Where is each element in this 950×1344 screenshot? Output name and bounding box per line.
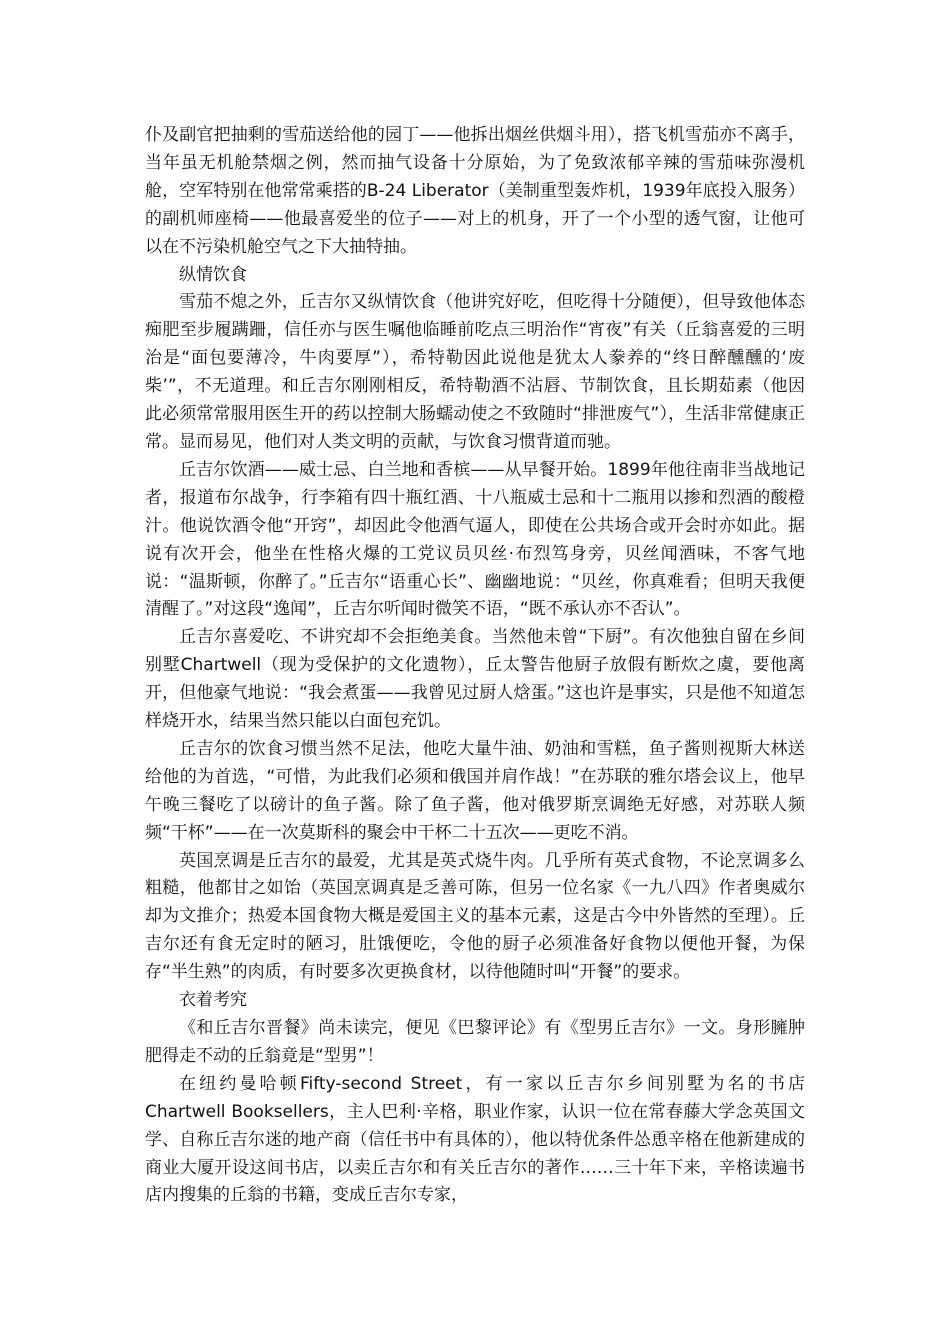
paragraph: 丘吉尔的饮食习惯当然不足法，他吃大量牛油、奶油和雪糕，鱼子酱则视斯大林送给他的为首选，“可惜，为此我们必须和俄国并肩作战！”在苏联的雅尔塔会议上，他早午晚三餐吃了以磅计的鱼子酱。除了鱼子酱，他对俄罗斯烹调绝无好感，对苏联人频频“干杯”——在一次莫斯科的聚会中干杯二十五次——更吃不消。 xyxy=(145,738,805,843)
paragraph: 丘吉尔饮酒——威士忌、白兰地和香槟——从早餐开始。1899年他往南非当战地记者，报道布尔战争，行李箱有四十瓶红酒、十八瓶威士忌和十二瓶用以掺和烈酒的酸橙汁。他说饮酒令他“开窍”，却因此令他酒气逼人，即使在公共场合或开会时亦如此。据说有次开会，他坐在性格火爆的工党议员贝丝·布烈笃身旁，贝丝闻酒味，不客气地说：“温斯顿，你醉了。”丘吉尔“语重心长”、幽幽地说：“贝丝，你真难看；但明天我便清醒了。”对这段“逸闻”，丘吉尔听闻时微笑不语，“既不承认亦不否认”。 xyxy=(145,459,805,620)
paragraph: 在纽约曼哈顿Fifty-second Street，有一家以丘吉尔乡间别墅为名的书店Chartwell Booksellers，主人巴利·辛格，职业作家，认识一位在常春藤大学念英国文学、自称丘吉尔迷的地产商（信任书中有具体的），他以特优条件怂恿辛格在他新建成的商业大厦开设这间书店，以卖丘吉尔和有关丘吉尔的著作……三十年下来，辛格读遍书店内搜集的丘翁的书籍，变成丘吉尔专家， xyxy=(145,1073,805,1206)
section-heading: 衣着考究 xyxy=(179,990,247,1011)
paragraph: 《和丘吉尔晋餐》尚未读完，便见《巴黎评论》有《型男丘吉尔》一文。身形臃肿肥得走不动的丘翁竟是“型男”！ xyxy=(145,1018,805,1066)
paragraph: 英国烹调是丘吉尔的最爱，尤其是英式烧牛肉。几乎所有英式食物，不论烹调多么粗糙，他都甘之如饴（英国烹调真是乏善可陈，但另一位名家《一九八四》作者奥威尔却为文推介；热爱本国食物大概是爱国主义的基本元素，这是古今中外皆然的至理）。丘吉尔还有食无定时的陋习，肚饿便吃，令他的厨子必须准备好食物以便他开餐，为保存“半生熟”的肉质，有时要多次更换食材，以待他随时叫“开餐”的要求。 xyxy=(145,850,805,983)
paragraph: 雪茄不熄之外，丘吉尔又纵情饮食（他讲究好吃，但吃得十分随便），但导致他体态痴肥至步履蹒跚，信任亦与医生嘱他临睡前吃点三明治作“宵夜”有关（丘翁喜爱的三明治是“面包要薄冷，牛肉要厚”），希特勒因此说他是犹太人豢养的“终日醉醺醺的‘废柴’”，不无道理。和丘吉尔刚刚相反，希特勒酒不沾唇、节制饮食，且长期茹素（他因此必须常常服用医生开的药以控制大肠蠕动使之不致随时“排泄废气”），生活非常健康正常。显而易见，他们对人类文明的贡献，与饮食习惯背道而驰。 xyxy=(145,292,805,452)
document-page xyxy=(145,122,805,1210)
section-heading: 纵情饮食 xyxy=(179,264,247,285)
paragraph: 仆及副官把抽剩的雪茄送给他的园丁——他拆出烟丝供烟斗用），搭飞机雪茄亦不离手，当年虽无机舱禁烟之例，然而抽气设备十分原始，为了免致浓郁辛辣的雪茄味弥漫机舱，空军特别在他常常乘搭的B-24 Liberator（美制重型轰炸机，1939年底投入服务）的副机师座椅——他最喜爱坐的位子——对上的机身，开了一个小型的透气窗，让他可以在不污染机舱空气之下大抽特抽。 xyxy=(145,125,805,257)
paragraph: 丘吉尔喜爱吃、不讲究却不会拒绝美食。当然他未曾“下厨”。有次他独自留在乡间别墅Chartwell（现为受保护的文化遗物），丘太警告他厨子放假有断炊之虞，要他离开，但他豪气地说：“我会煮蛋——我曾见过厨人焓蛋。”这也许是事实，只是他不知道怎样烧开水，结果当然只能以白面包充饥。 xyxy=(145,627,805,732)
